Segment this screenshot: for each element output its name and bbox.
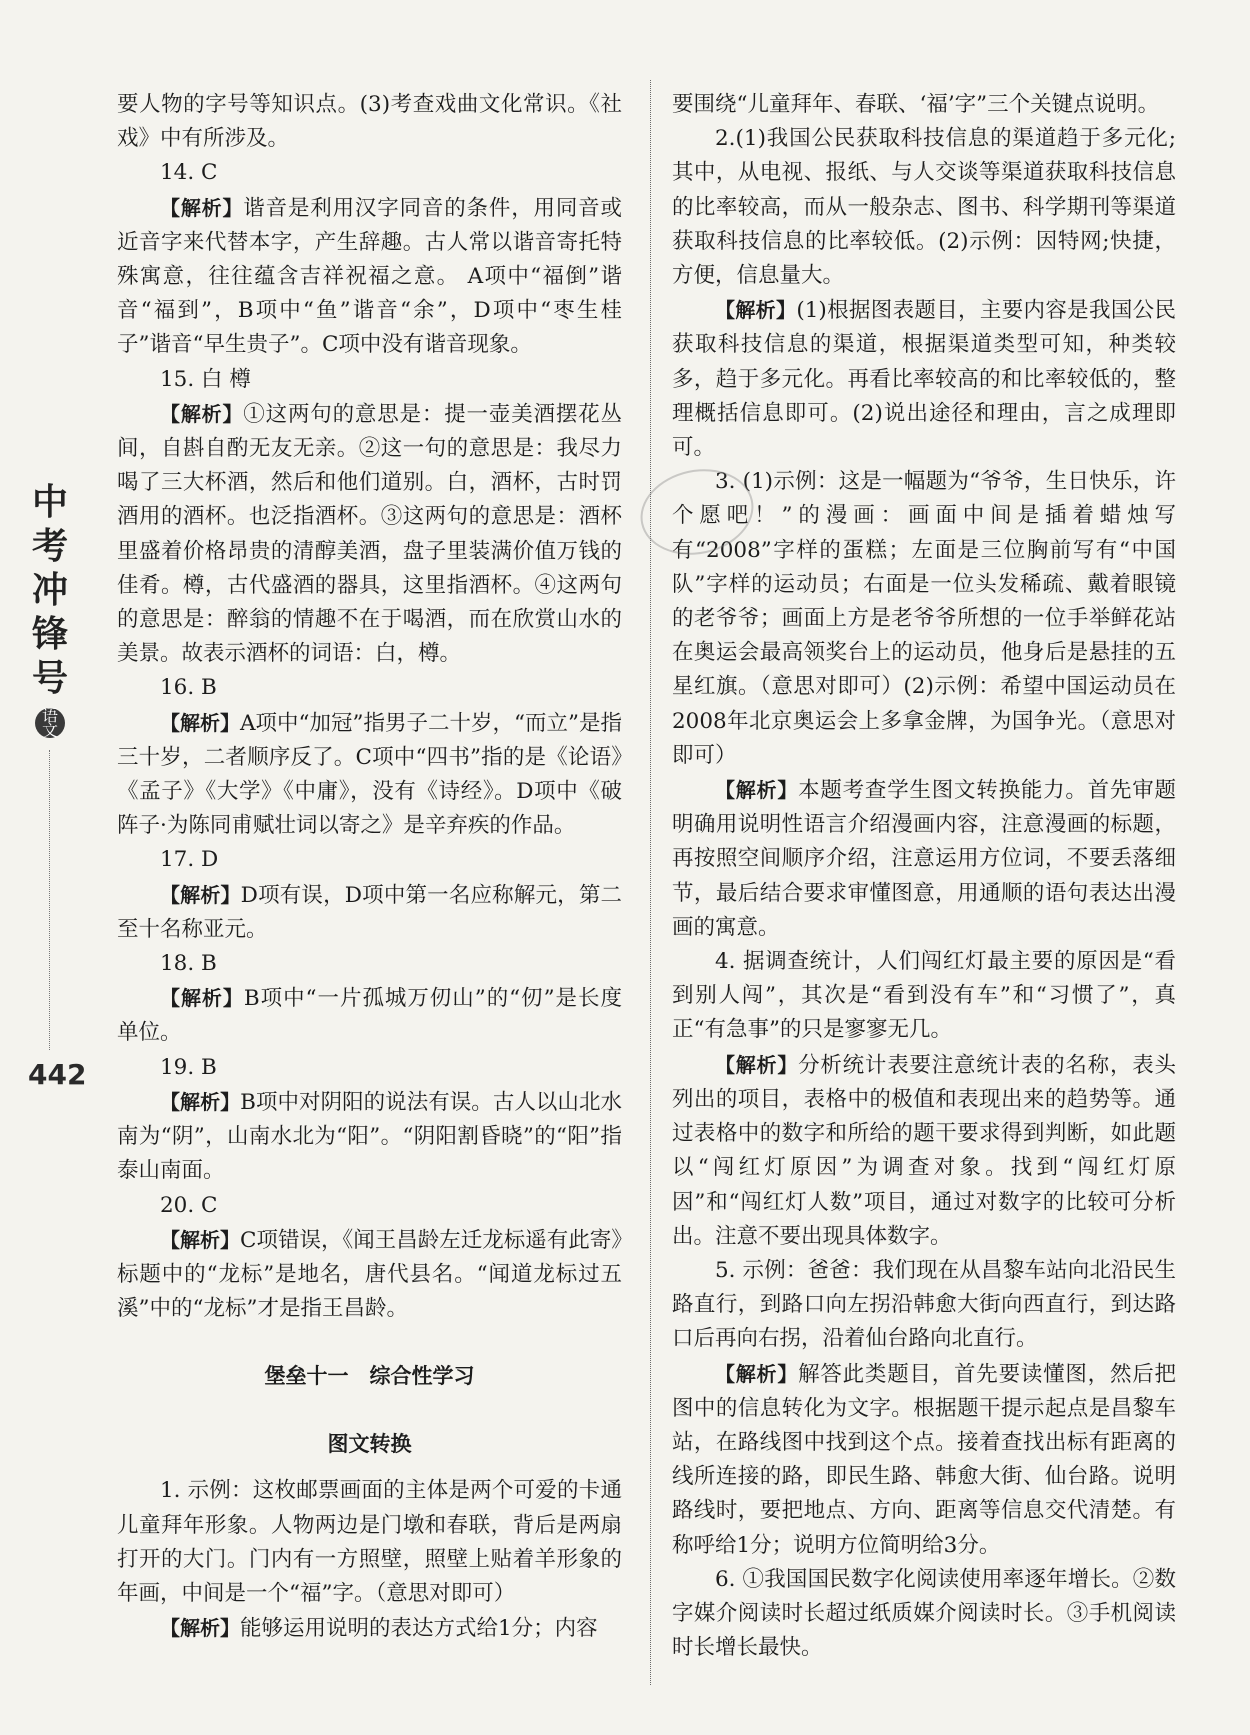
analysis-14 (117, 191, 622, 363)
analysis-label: 【解析】 (160, 882, 241, 907)
question-4: 4. 据调查统计，人们闯红灯最主要的原因是“看到别人闯”，其次是“看到没有车”和“习惯了”，真正“有急事”的只是寥寥无几。 (672, 949, 1176, 1043)
analysis-text: C项错误，《闻王昌龄左迁龙标遥有此寄》标题中的“龙标”是地名，唐代县名。“闻道龙标过五溪”中的“龙标”才是指王昌龄。 (117, 1227, 623, 1322)
analysis-label: 【解析】 (715, 1052, 799, 1077)
analysis-15 (117, 397, 622, 672)
question-5: 5. 示例：爸爸：我们现在从昌黎车站向北沿民生路直行，到路口向左拐沿韩愈大街向西直行，到达路口后再向右拐，沿着仙台路向北直行。 (672, 1257, 1176, 1352)
spine-dotted-line (49, 750, 50, 1050)
analysis-text: B项中对阴阳的说法有误。古人以山北水南为“阴”，山南水北为“阳”。“阴阳割昏晓”的“阳”指泰山南面。 (117, 1089, 622, 1184)
answer-15: 15. 白 樽 (160, 366, 251, 392)
analysis-label: 【解析】 (715, 298, 797, 323)
question-3: 3. (1)示例：这是一幅题为“爷爷，生日快乐，许个愿吧！”的漫画：画面中间是插着蜡烛写有“2008”字样的蛋糕；左面是三位胸前写有“中国队”字样的运动员；右面是一位头发稀疏、戴着眼镜的老爷爷；画面上方是老爷爷所想的一位手举鲜花站在奥运会最高领奖台上的运动员，他身后是悬挂的五星红旗。（意思对即可）(2)示例：希望中国运动员在2008年北京奥运会上多拿金牌，为国争光。（意思对即可） (672, 469, 1176, 768)
answer-17: 17. D (160, 847, 219, 873)
paragraph: 要人物的字号等知识点。(3)考查戏曲文化常识。《社戏》中有所涉及。 (117, 92, 622, 152)
analysis-17 (117, 878, 622, 947)
analysis-4 (672, 1048, 1176, 1254)
subsection-title: 图文转换 (327, 1432, 412, 1457)
analysis-text: 解答此类题目，首先要读懂图，然后把图中的信息转化为文字。根据题干提示起点是昌黎车站，在路线图中找到这个点。接着查找出标有距离的线所连接的路，即民生路、韩愈大街、仙台路。说明路线时，要把地点、方向、距离等信息交代清楚。有称呼给1分；说明方位简明给3分。 (672, 1361, 1176, 1558)
analysis-20 (117, 1223, 622, 1327)
right-column (672, 88, 1176, 1665)
analysis-label: 【解析】 (160, 195, 244, 220)
analysis-label: 【解析】 (160, 401, 244, 426)
analysis-text: D项有误，D项中第一名应称解元，第二至十名称亚元。 (117, 882, 622, 942)
left-column (117, 88, 622, 1646)
analysis-5 (672, 1357, 1176, 1563)
analysis-text: 分析统计表要注意统计表的名称，表头列出的项目，表格中的极值和表现出来的趋势等。通过表格中的数字和所给的题干要求得到判断，如此题以“闯红灯原因”为调查对象。找到“闯红灯原因”和“闯红灯人数”项目，通过对数字的比较可分析出。注意不要出现具体数字。 (672, 1052, 1176, 1249)
analysis-text: ①这两句的意思是：提一壶美酒摆花丛间，自斟自酌无友无亲。②这一句的意思是：我尽力喝了三大杯酒，然后和他们道别。白，酒杯，古时罚酒用的酒杯。也泛指酒杯。③这两句的意思是：酒杯里盛着价格昂贵的清醇美酒，盘子里装满价值万钱的佳肴。樽，古代盛酒的器具，这里指酒杯。④这两句的意思是：醉翁的情趣不在于喝酒，而在欣赏山水的美景。故表示酒杯的词语：白，樽。 (117, 401, 622, 667)
analysis-text: 谐音是利用汉字同音的条件，用同音或近音字来代替本字，产生辞趣。古人常以谐音寄托特殊寓意，往往蕴含吉祥祝福之意。 A项中“福倒”谐音“福到”，B项中“鱼”谐音“余”，D项中“枣生桂子”谐音“早生贵子”。C项中没有谐音现象。 (117, 195, 622, 358)
analysis-label: 【解析】 (160, 710, 240, 735)
analysis-text: 本题考查学生图文转换能力。首先审题明确用说明性语言介绍漫画内容，注意漫画的标题，再按照空间顺序介绍，注意运用方位词，不要丢落细节，最后结合要求审懂图意，用通顺的语句表达出漫画的寓意。 (672, 778, 1176, 940)
paragraph: 要围绕“儿童拜年、春联、‘福’字”三个关键点说明。 (672, 92, 1160, 117)
analysis-18 (117, 981, 622, 1050)
analysis-16 (117, 706, 622, 844)
analysis-text: 能够运用说明的表达方式给1分；内容 (240, 1616, 598, 1642)
analysis-label: 【解析】 (715, 1361, 799, 1386)
section-title: 堡垒十一 综合性学习 (264, 1364, 475, 1389)
analysis-text: (1)根据图表题目，主要内容是我国公民获取科技信息的渠道，根据渠道类型可知，种类较多，趋于多元化。再看比率较高的和比率较低的，整理概括信息即可。(2)说出途径和理由，言之成理即可。 (672, 298, 1176, 461)
book-spine-title (30, 480, 70, 738)
spine-char: 考 (31, 525, 68, 567)
analysis-label: 【解析】 (160, 986, 244, 1011)
column-divider (650, 80, 651, 1685)
analysis-label: 【解析】 (160, 1616, 240, 1641)
spacer (117, 1326, 622, 1346)
page-number: 442 (28, 1058, 87, 1091)
answer-20: 20. C (160, 1192, 218, 1218)
analysis-label: 【解析】 (715, 778, 799, 803)
spacer (117, 1406, 622, 1414)
spine-char: 号 (31, 657, 68, 699)
spine-char: 中 (31, 481, 68, 523)
question-1: 1. 示例：这枚邮票画面的主体是两个可爱的卡通儿童拜年形象。人物两边是门墩和春联，背后是两扇打开的大门。门内有一方照壁，照壁上贴着羊形象的年画，中间是一个“福”字。（意思对即可） (117, 1478, 622, 1606)
question-2: 2.(1)我国公民获取科技信息的渠道趋于多元化;其中，从电视、报纸、与人交谈等渠道获取科技信息的比率较高，而从一般杂志、图书、科学期刊等渠道获取科技信息的比率较低。(2)示例：因特网;快捷，方便，信息量大。 (672, 126, 1176, 289)
spine-char: 锋 (31, 613, 68, 655)
analysis-text: A项中“加冠”指男子二十岁，“而立”是指三十岁，二者顺序反了。C项中“四书”指的是《论语》《孟子》《大学》《中庸》，没有《诗经》。D项中《破阵子·为陈同甫赋壮词以寄之》是辛弃疾的作品。 (117, 710, 622, 839)
subject-char: 文 (41, 721, 58, 740)
question-6: 6. ①我国国民数字化阅读使用率逐年增长。②数字媒介阅读时长超过纸质媒介阅读时长。③手机阅读时长增长最快。 (672, 1566, 1176, 1661)
analysis-label: 【解析】 (160, 1089, 241, 1114)
analysis-2 (672, 293, 1176, 465)
answer-19: 19. B (160, 1054, 217, 1080)
answer-14: 14. C (160, 160, 218, 186)
subject-badge (35, 708, 65, 738)
spine-char: 冲 (31, 569, 68, 611)
answer-16: 16. B (160, 675, 217, 701)
analysis-3 (672, 773, 1176, 945)
analysis-19 (117, 1085, 622, 1189)
answer-18: 18. B (160, 951, 217, 977)
analysis-text: B项中“一片孤城万仞山”的“仞”是长度单位。 (117, 986, 622, 1046)
analysis-label: 【解析】 (160, 1227, 241, 1252)
analysis-1 (117, 1611, 622, 1646)
subject-char: 语 (41, 706, 58, 725)
